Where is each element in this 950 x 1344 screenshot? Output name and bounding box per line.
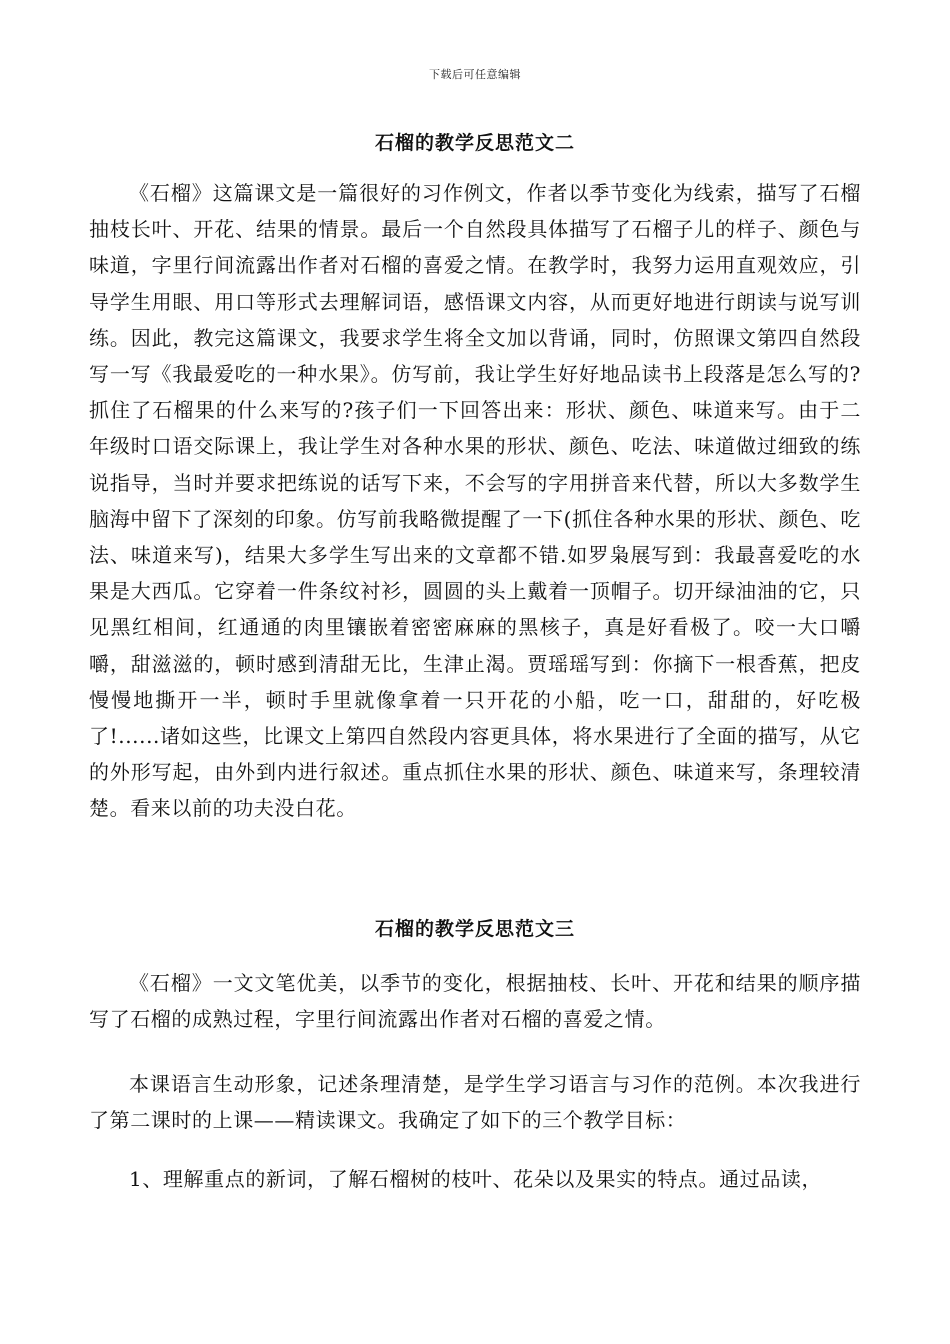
section-3-paragraph-3: 1、理解重点的新词，了解石榴树的枝叶、花朵以及果实的特点。通过品读， bbox=[129, 1167, 823, 1191]
section-3-paragraph-1: 《石榴》一文文笔优美，以季节的变化，根据抽枝、长叶、开花和结果的顺序描写了石榴的成熟过程，字里行间流露出作者对石榴的喜爱之情。 bbox=[89, 971, 861, 1032]
section-title-3: 石榴的教学反思范文三 bbox=[374, 918, 575, 940]
page-header-note: 下载后可任意编辑 bbox=[429, 68, 521, 81]
section-2-paragraph-1: 《石榴》这篇课文是一篇很好的习作例文，作者以季节变化为线索，描写了石榴抽枝长叶、开花、结果的情景。最后一个自然段具体描写了石榴子儿的样子、颜色与味道，字里行间流露出作者对石榴的喜爱之情。在教学时，我努力运用直观效应，引导学生用眼、用口等形式去理解词语，感悟课文内容，从而更好地进行朗读与说写训练。因此，教完这篇课文，我要求学生将全文加以背诵，同时，仿照课文第四自然段写一写《我最爱吃的一种水果》。仿写前，我让学生好好地品读书上段落是怎么写的?抓住了石榴果的什么来写的?孩子们一下回答出来：形状、颜色、味道来写。由于二年级时口语交际课上，我让学生对各种水果的形状、颜色、吃法、味道做过细致的练说指导，当时并要求把练说的话写下来，不会写的字用拼音来代替，所以大多数学生脑海中留下了深刻的印象。仿写前我略微提醒了一下(抓住各种水果的形状、颜色、吃法、味道来写)，结果大多学生写出来的文章都不错.如罗枭展写到：我最喜爱吃的水果是大西瓜。它穿着一件条纹衬衫，圆圆的头上戴着一顶帽子。切开绿油油的它，只见黑红相间，红通通的肉里镶嵌着密密麻麻的黑核子，真是好看极了。咬一大口嚼嚼，甜滋滋的，顿时感到清甜无比，生津止渴。贾瑶瑶写到：你摘下一根香蕉，把皮慢慢地撕开一半，顿时手里就像拿着一只开花的小船，吃一口，甜甜的，好吃极了!......诸如这些，比课文上第四自然段内容更具体，将水果进行了全面的描写，从它的外形写起，由外到内进行叙述。重点抓住水果的形状、颜色、味道来写，条理较清楚。看来以前的功夫没白花。 bbox=[89, 181, 861, 821]
section-3-paragraph-2: 本课语言生动形象，记述条理清楚，是学生学习语言与习作的范例。本次我进行了第二课时的上课——精读课文。我确定了如下的三个教学目标： bbox=[89, 1072, 861, 1133]
section-title-2: 石榴的教学反思范文二 bbox=[374, 132, 575, 154]
